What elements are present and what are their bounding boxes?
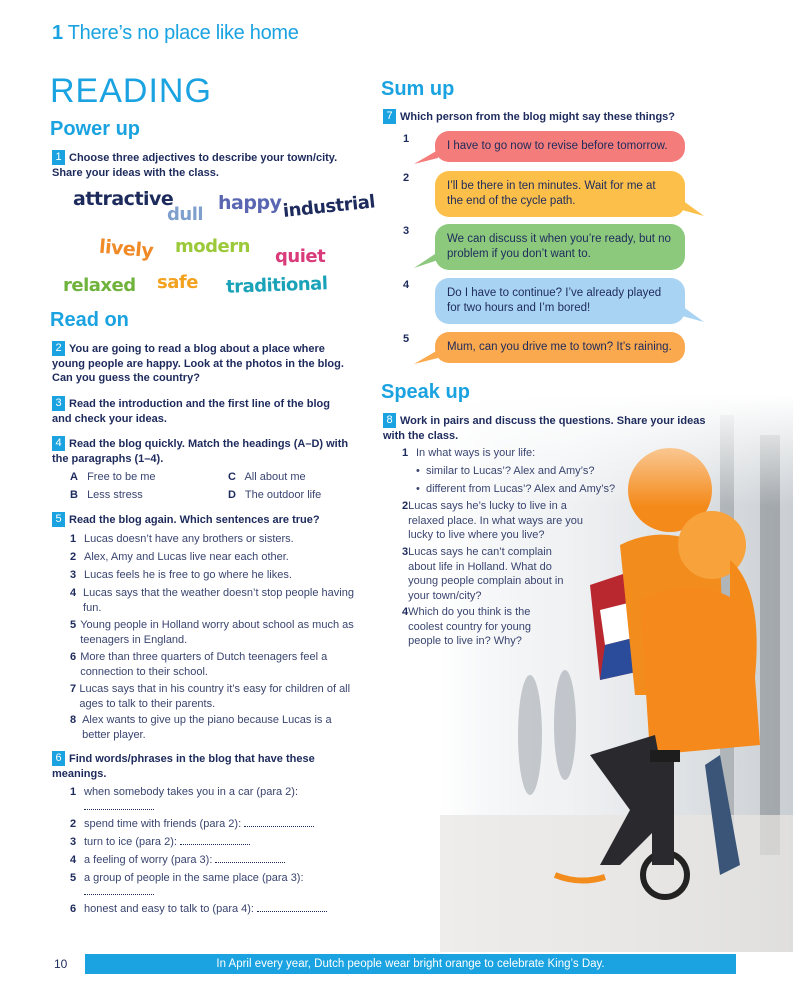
heading-option: C All about me [228,471,306,483]
speech-bubble: I’ll be there in ten minutes. Wait for me at the end of the cycle path. [435,171,685,217]
bubble-number: 4 [403,279,410,291]
speech-bubble: We can discuss it when you’re ready, but no problem if you don’t want to. [435,224,685,270]
word-dull: dull [167,204,204,225]
question-7: 7 Which person from the blog might say these things? [383,109,713,125]
question-2: 2 You are going to read a blog about a place where young people are happy. Look at the photos in the blog. Can you guess the country? [52,342,344,384]
list-item: 2 spend time with friends (para 2): [70,817,360,832]
word-traditional: traditional [225,273,328,298]
heading-option: A Free to be me [70,471,156,483]
bubble-tail [414,350,438,364]
sum-up-heading: Sum up [381,78,455,100]
heading-option: B Less stress [70,489,143,501]
list-item: 5 Young people in Holland worry about school as much as teenagers in England. [70,619,354,646]
question-1: 1 Choose three adjectives to describe your town/city. Share your ideas with the class. [52,151,338,179]
question-4: 4 Read the blog quickly. Match the headings (A–D) with the paragraphs (1–4). [52,437,349,465]
bubble-number: 3 [403,225,410,237]
answer-blank[interactable] [180,836,250,845]
question-8: 8 Work in pairs and discuss the questions. Share your ideas with the class. [383,414,706,442]
answer-blank[interactable] [84,885,154,900]
read-on-heading: Read on [50,309,129,331]
question-5: 5 Read the blog again. Which sentences are true? [52,512,352,528]
list-item: 3 Lucas feels he is free to go where he likes. [70,569,292,581]
bubble-tail [682,200,704,216]
bubble-tail [414,252,438,268]
list-item: 1 when somebody takes you in a car (para 2): [70,786,299,798]
list-item: 4 a feeling of worry (para 3): [70,853,360,868]
list-item: 8 Alex wants to give up the piano because Lucas is a better player. [70,714,332,741]
list-item: 1 Lucas doesn’t have any brothers or sisters. [70,533,294,545]
list-item: 4 Which do you think is the coolest country for young people to live in? Why? [402,606,532,647]
photo-cyclists [440,395,793,952]
unit-title: 1 There’s no place like home [52,22,299,44]
answer-blank[interactable] [257,903,327,912]
list-item: 7 Lucas says that in his country it’s easy for children of all ages to talk to their parents. [70,683,351,710]
word-industrial: industrial [281,191,376,222]
list-item: 5 a group of people in the same place (para 3): [70,872,304,884]
photo-caption: In April every year, Dutch people wear bright orange to celebrate King’s Day. [85,954,736,974]
bubble-tail [682,306,704,322]
answer-blank[interactable] [215,854,285,863]
page-number: 10 [54,957,68,971]
list-item: 6 More than three quarters of Dutch teenagers feel a connection to their school. [70,651,328,678]
bubble-tail [414,150,438,164]
list-item: 1 In what ways is your life: [402,447,536,459]
list-item: 2 Lucas says he’s lucky to live in a relaxed place. In what ways are you lucky to live where you live? [402,500,583,541]
word-attractive: attractive [73,188,174,210]
speech-bubble: Do I have to continue? I’ve already played for two hours and I’m bored! [435,278,685,324]
speak-up-heading: Speak up [381,381,470,403]
answer-blank[interactable] [84,800,154,815]
word-lively: lively [98,235,155,263]
bubble-number: 1 [403,133,410,145]
list-item: 3 turn to ice (para 2): [70,835,360,850]
list-item: 6 honest and easy to talk to (para 4): [70,902,360,917]
power-up-heading: Power up [50,118,141,140]
section-title: READING [50,72,212,110]
heading-option: D The outdoor life [228,489,322,501]
bubble-number: 2 [403,172,410,184]
word-happy: happy [218,192,282,214]
speech-bubble: I have to go now to revise before tomorrow. [435,131,685,162]
speech-bubble: Mum, can you drive me to town? It’s raining. [435,332,685,363]
question-3: 3 Read the introduction and the first line of the blog and check your ideas. [52,397,330,425]
word-modern: modern [175,236,250,257]
list-item: 2 Alex, Amy and Lucas live near each other. [70,551,289,563]
bullet-item: • similar to Lucas’? Alex and Amy’s? [416,465,595,477]
question-6: 6 Find words/phrases in the blog that have these meanings. [52,752,315,780]
bubble-number: 5 [403,333,410,345]
list-item: 3 Lucas says he can’t complain about life in Holland. What do young people complain about in your town/city? [402,546,564,602]
list-item: 4 Lucas says that the weather doesn’t stop people having fun. [70,587,354,614]
word-relaxed: relaxed [63,275,136,296]
bullet-item: • different from Lucas’? Alex and Amy’s? [416,483,616,495]
word-safe: safe [157,272,198,293]
word-quiet: quiet [275,246,326,267]
answer-blank[interactable] [244,818,314,827]
